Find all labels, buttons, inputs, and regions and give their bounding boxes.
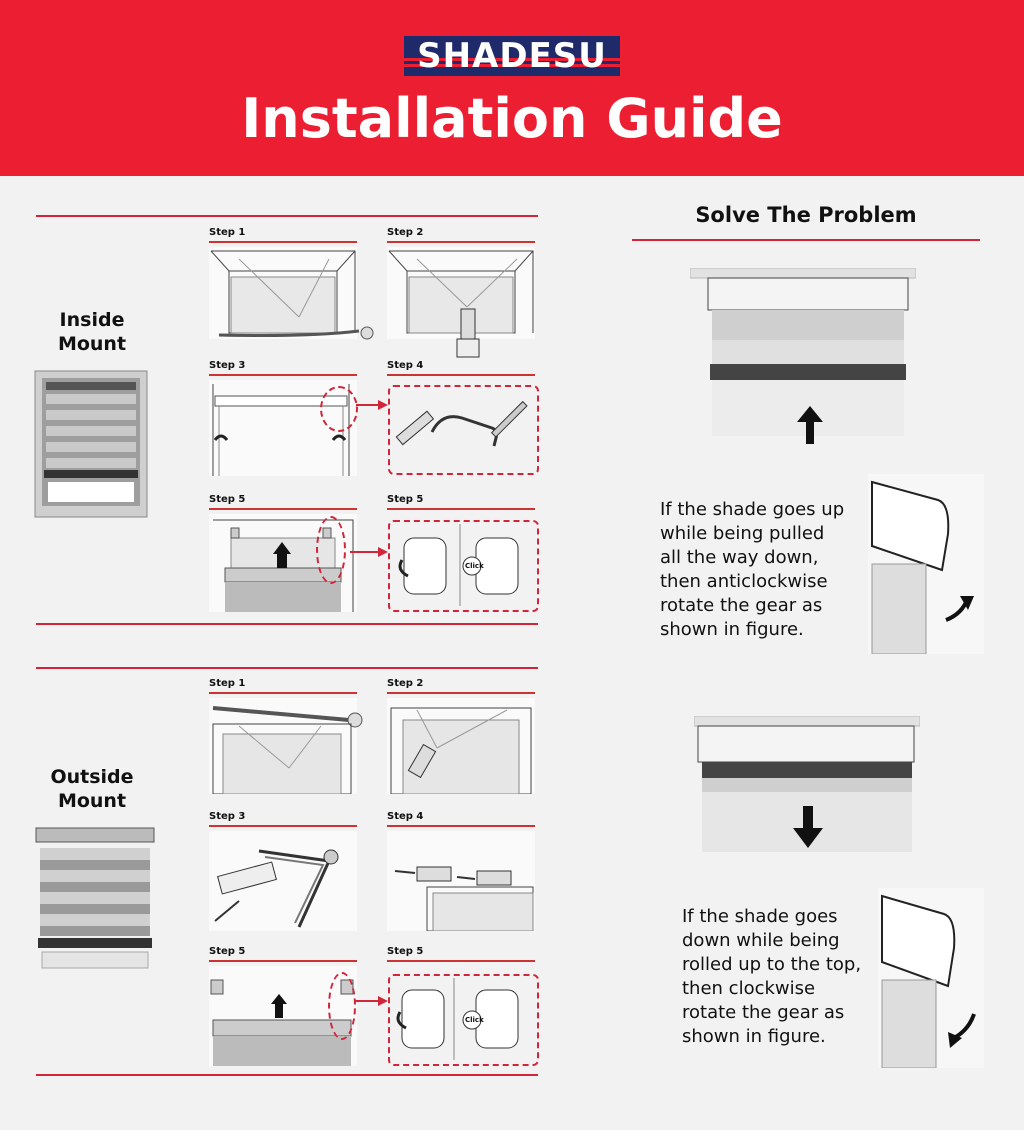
step-underline: [209, 825, 357, 827]
step-underline: [387, 825, 535, 827]
gear-anticlockwise-image: [868, 474, 984, 654]
detail-highlight: [316, 516, 346, 584]
inside-step-2-image: [387, 247, 537, 365]
inside-step-1-image: [209, 247, 377, 345]
step-underline: [387, 241, 535, 243]
step-underline: [387, 508, 535, 510]
inside-step-5b-label: Step 5: [387, 494, 424, 505]
outside-step-4-label: Step 4: [387, 811, 424, 822]
inside-step-3-label: Step 3: [209, 360, 246, 371]
divider: [36, 1074, 538, 1076]
arrow-right-icon: [350, 545, 388, 559]
divider: [36, 215, 538, 217]
outside-step-2-image: [387, 698, 537, 794]
click-label: Click: [465, 1016, 484, 1024]
divider: [36, 623, 538, 625]
inside-mount-blind-image: [34, 370, 148, 518]
divider: [36, 667, 538, 669]
outside-step-5b-label: Step 5: [387, 946, 424, 957]
outside-step-4-image: [387, 831, 537, 931]
step-underline: [387, 960, 535, 962]
outside-mount-blind-image: [34, 826, 160, 972]
step-underline: [209, 374, 357, 376]
arrow-down-icon: [793, 806, 823, 848]
step-underline: [387, 374, 535, 376]
inside-mount-label: Inside Mount: [57, 309, 127, 355]
header-banner: [0, 0, 1024, 176]
brand-name: SHADESU: [417, 36, 607, 76]
step-underline: [209, 508, 357, 510]
solve-title: Solve The Problem: [695, 203, 917, 227]
problem-2-text: If the shade goes down while being rolled up to the top, then clockwise rotate the gear as shown in figure.: [682, 906, 862, 1047]
inside-step-5a-label: Step 5: [209, 494, 246, 505]
outside-step-1-image: [209, 698, 369, 794]
inside-step-4-label: Step 4: [387, 360, 424, 371]
outside-mount-label: Outside Mount: [50, 766, 134, 812]
arrow-up-icon: [797, 406, 823, 444]
problem-1-text: If the shade goes up while being pulled all the way down, then anticlockwise rotate the gear as shown in figure.: [660, 499, 845, 640]
brand-logo: [404, 36, 620, 76]
step-underline: [209, 960, 357, 962]
outside-step-1-label: Step 1: [209, 678, 246, 689]
click-label: Click: [465, 562, 484, 570]
inside-step-4-image: [392, 390, 532, 470]
outside-step-3-label: Step 3: [209, 811, 246, 822]
arrow-right-icon: [356, 398, 388, 412]
detail-highlight: [320, 386, 358, 432]
page-title: Installation Guide: [241, 87, 783, 150]
arrow-right-icon: [354, 994, 388, 1008]
inside-step-2-label: Step 2: [387, 227, 424, 238]
step-underline: [209, 241, 357, 243]
inside-step-1-label: Step 1: [209, 227, 246, 238]
inside-step-5b-image: [392, 524, 532, 606]
step-underline: [387, 692, 535, 694]
outside-step-5a-label: Step 5: [209, 946, 246, 957]
gear-clockwise-image: [878, 888, 984, 1068]
outside-step-2-label: Step 2: [387, 678, 424, 689]
divider: [632, 239, 980, 241]
outside-step-3-image: [209, 831, 359, 931]
detail-highlight: [328, 972, 356, 1040]
outside-step-5b-image: [392, 978, 532, 1060]
step-underline: [209, 692, 357, 694]
